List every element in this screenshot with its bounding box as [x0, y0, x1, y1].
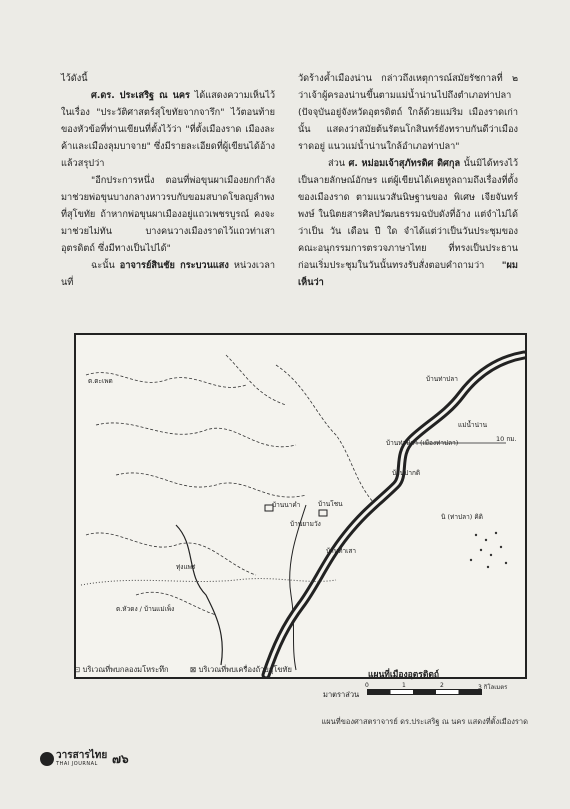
map-drawing — [76, 335, 525, 677]
site-marker — [319, 510, 327, 516]
map-label-ban-pak: บ้านปากดิ — [392, 469, 421, 477]
paragraph-4: ฉะนั้น อาจารย์สินชัย กระบวนแสง หน่วงเวลานที่ — [61, 260, 275, 288]
map-label-ban-na-kham: บ้านนาคำ — [272, 501, 301, 509]
scale-bar — [367, 689, 482, 695]
article-right-column — [298, 70, 518, 291]
legend-drum-icon: ⊡ — [74, 665, 83, 674]
map-title: แผนที่เมืองอุตรดิตถ์ — [368, 670, 440, 680]
road-line — [81, 579, 336, 585]
stream-line — [276, 365, 376, 505]
map-label-thung-phrae: ทุ่งแพร่ — [176, 563, 196, 571]
map-label-tha-pla-town: บ้านท่าปลา (เมืองท่าปลา) — [386, 439, 459, 447]
journal-subtitle: THAI JOURNAL — [56, 761, 98, 767]
channel-line — [176, 525, 222, 665]
stream-line — [226, 355, 286, 405]
stream-line — [86, 533, 256, 575]
paragraph-6: ส่วน ศ. หม่อมเจ้าสุภัทรดิศ ดิศกุล นั้นมิได้ทรงไว้เป็นลายลักษณ์อักษร แต่ผู้เขียนได้เคยทูลถามถึงเรื่องที่ตั้งของเมืองราด ตามแนวสันนิษฐานของ พิเศษ เจียจันทร์พงษ์ ในนิตยสารศิลปวัฒนธรรมฉบับดังที่อ้าง แต่จำไม่ได้ว่าเป็น วัน เดือน ปี ใด จำได้แต่ว่าเป็นวันประชุมของคณะอนุกรรมการตรวจภาษาไทย ที่ทรงเป็นประธาน ก่อนเริ่มประชุมในวันนั้นทรงรับสั่งตอบคำถามว่า "ผมเห็นว่า — [298, 158, 518, 288]
map-label-ban-tha-sao: บ้านท่าเสา — [326, 547, 356, 555]
legend-ceramic-icon: ⊠ — [190, 665, 199, 674]
hill-dots — [470, 532, 507, 568]
scale-number: 1 — [402, 682, 406, 689]
scale-number: 0 — [365, 682, 369, 689]
map-label-left-bottom: ต.หัวดง / บ้านแม่เพ็ง — [116, 605, 175, 613]
map-label-ban-yamwa: บ้านยามวัง — [290, 520, 321, 528]
legend-ceramic: ⊠ บริเวณที่พบเครื่องถ้วยสุโขทัย — [190, 665, 292, 674]
scale-number: 2 — [440, 682, 444, 689]
journal-logo-icon — [40, 752, 54, 766]
map-figure — [74, 333, 527, 679]
stream-line — [96, 423, 296, 447]
tributary-lines — [86, 355, 376, 615]
paragraph-1: ไว้ดังนี้ — [61, 73, 88, 84]
map-label-ban-chon: บ้านโชน — [318, 500, 343, 508]
legend-drum: ⊡ บริเวณที่พบกลองมโหระทึก — [74, 665, 169, 674]
map-label-tha-pla-upper: บ้านท่าปลา — [426, 375, 458, 383]
nan-river-inner — [266, 355, 524, 675]
nan-river — [266, 355, 524, 675]
journal-brand: วารสารไทย — [56, 750, 108, 761]
map-label-nan-river: แม่น้ำน่าน — [458, 421, 488, 429]
map-label-left-top: ต.ตะเพด — [88, 377, 113, 385]
paragraph-3: "อีกประการหนึ่ง ตอนที่พ่อขุนผาเมืองยกกำลังมาช่วยพ่อขุนบางกลางหาวรบกับขอมสบาดโขลญลำพงที่สุโขทัย ถ้าหากพ่อขุนผาเมืองอยู่แถวเพชรบูรณ์ คงจะมาช่วยไม่ทัน บางคนวางเมืองราดไว้แถวท่าเสา อุตรดิตถ์ ซึ่งมีทางเป็นไปได้" — [61, 175, 275, 254]
channel-line — [290, 505, 306, 670]
scale-number: 3 กิโลเมตร — [478, 684, 508, 691]
paragraph-2: ศ.ดร. ประเสริฐ ณ นคร ได้แสดงความเห็นไว้ในเรื่อง "ประวัติศาสตร์สุโขทัยจากจารึก" ไว้ตอนท้ายของหัวข้อที่ท่านเขียนที่ตั้งไว้ว่า "ที่ตั้งเมืองราด เมืองละค้าและเมืองลุมบาจาย" ซึ่งมีรายละเอียดที่ผู้เขียนได้อ้างแล้วสรุปว่า — [61, 90, 275, 169]
map-label-tha-pla-right: นิ (ท่าปลา) คิดิ — [441, 513, 483, 521]
scale-label: มาตราส่วน — [323, 690, 360, 699]
map-label-distance: 10 กม. — [496, 435, 517, 443]
page-number: ๗๖ — [112, 752, 129, 766]
stream-line — [116, 473, 306, 497]
article-left-column — [61, 70, 275, 291]
paragraph-5: วัดร้างค้ำเมืองน่าน กล่าวถึงเหตุการณ์สมัยรัชกาลที่ ๒ ว่าเจ้าผู้ครองน่านขึ้นตามแม่น้ำน่านไปถึงตำเภอท่าปลา (ปัจจุบันอยู่จังหวัดอุตรดิตถ์ ใกล้ด้วยแม่ริม เมืองราดเก่านั้น แสดงว่าสมัยต้นรัตนโกสินทร์ยังทราบกันดีว่าเมืองราดอยู่ แนวแม่น้ำน่านใกล้อำเภอท่าปลา" — [298, 73, 518, 152]
map-caption: แผนที่ของศาสตราจารย์ ดร.ประเสริฐ ณ นคร แสดงที่ตั้งเมืองราด — [321, 717, 528, 726]
